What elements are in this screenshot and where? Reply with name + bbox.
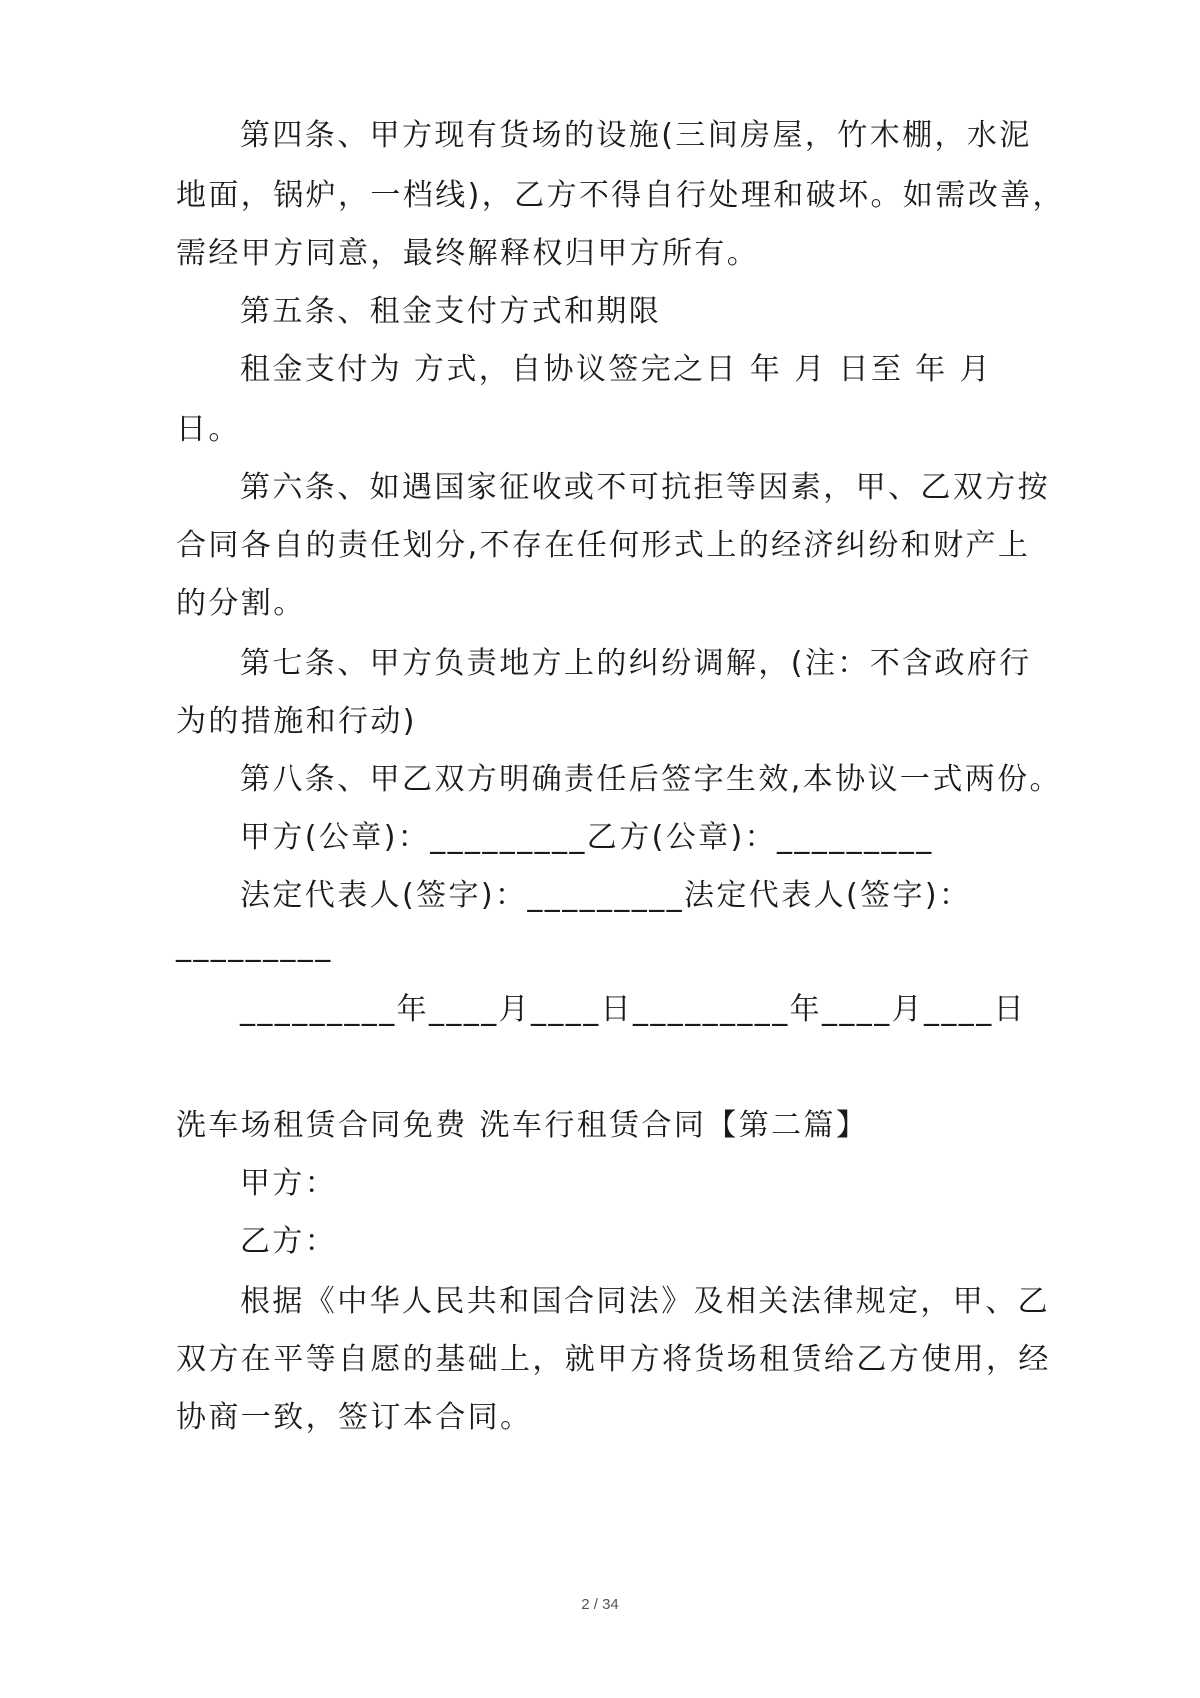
signature-blank: _________ (176, 928, 333, 963)
section-heading: 第五条、租金支付方式和期限 (240, 294, 662, 329)
paragraph-line: 第七条、甲方负责地方上的纠纷调解，(注：不含政府行 (240, 646, 1032, 681)
paragraph-line: 第四条、甲方现有货场的设施(三间房屋，竹木棚，水泥 (240, 118, 1032, 153)
date-line: _________年____月____日_________年____月____日 (240, 992, 1026, 1027)
paragraph-line: 需经甲方同意，最终解释权归甲方所有。 (176, 236, 760, 271)
paragraph-line: 根据《中华人民共和国合同法》及相关法律规定，甲、乙 (240, 1284, 1050, 1319)
paragraph-line: 双方在平等自愿的基础上，就甲方将货场租赁给乙方使用，经 (176, 1342, 1051, 1377)
page-number: 2 / 34 (581, 1596, 619, 1613)
paragraph-line: 协商一致，签订本合同。 (176, 1400, 533, 1435)
signature-line-seal: 甲方(公章)：_________乙方(公章)：_________ (240, 820, 934, 855)
paragraph-line: 第八条、甲乙双方明确责任后签字生效,本协议一式两份。 (240, 762, 1062, 797)
paragraph-line: 为的措施和行动) (176, 704, 417, 739)
party-b-label: 乙方： (240, 1224, 338, 1259)
paragraph-line: 第六条、如遇国家征收或不可抗拒等因素，甲、乙双方按 (240, 470, 1050, 505)
paragraph-line: 的分割。 (176, 586, 306, 621)
paragraph-line: 地面，锅炉，一档线)，乙方不得自行处理和破坏。如需改善， (176, 178, 1065, 213)
paragraph-line: 合同各自的责任划分,不存在任何形式上的经济纠纷和财产上 (176, 528, 1031, 563)
signature-line-representative: 法定代表人(签字)：_________法定代表人(签字)： (240, 878, 972, 913)
paragraph-line: 租金支付为 方式，自协议签完之日 年 月 日至 年 月 (240, 352, 993, 387)
document-title: 洗车场租赁合同免费 洗车行租赁合同【第二篇】 (176, 1108, 869, 1143)
party-a-label: 甲方： (240, 1166, 338, 1201)
paragraph-line: 日。 (176, 412, 241, 447)
